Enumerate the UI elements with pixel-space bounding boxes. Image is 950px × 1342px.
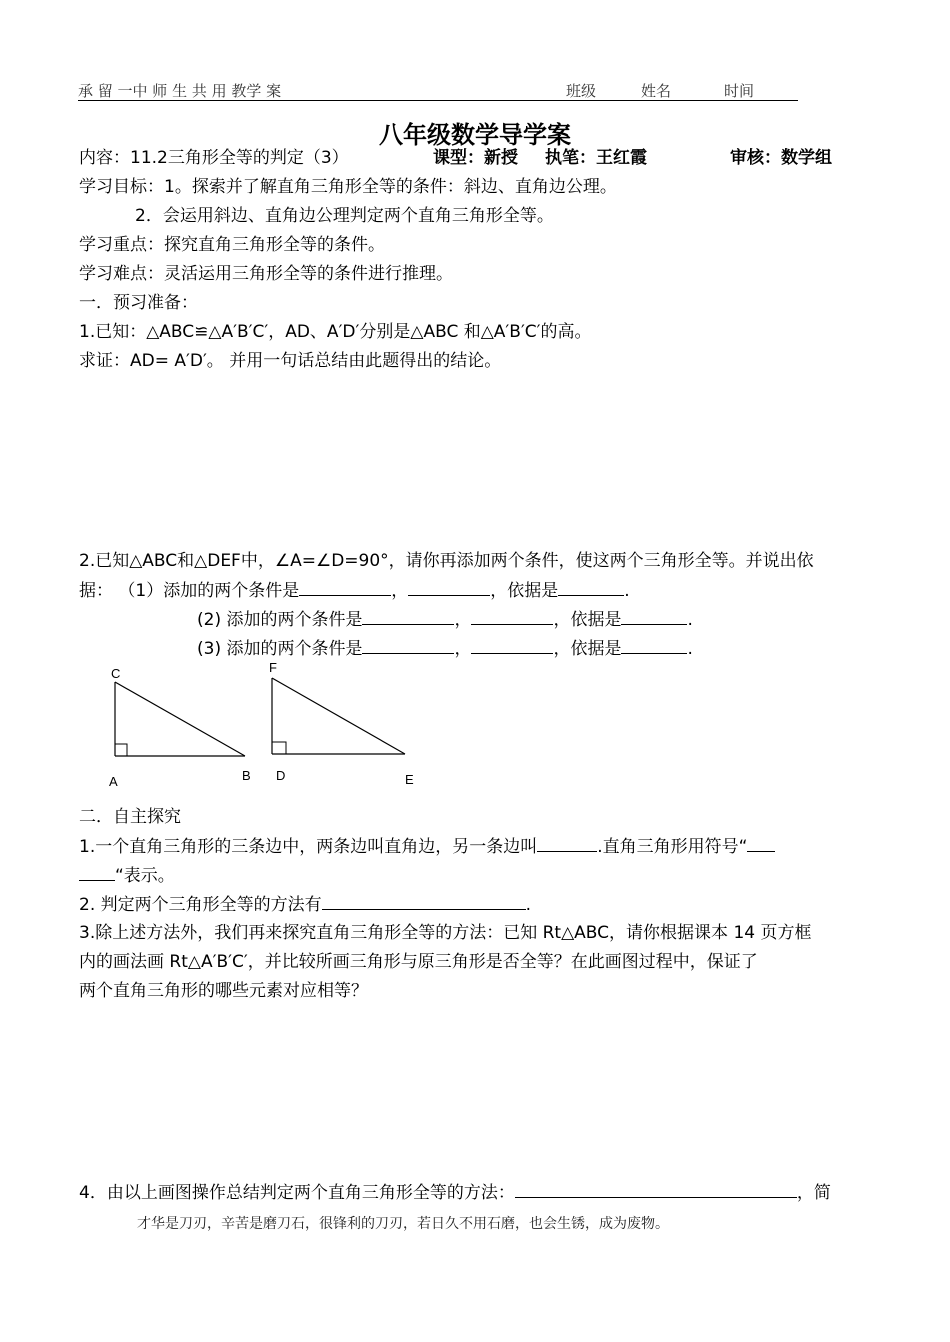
basis-label: ，依据是 (490, 581, 559, 601)
page-title: 八年级数学导学案 (379, 121, 571, 149)
symbol-blank-part-1[interactable] (747, 835, 775, 852)
question-1-line-2: 求证：AD= A′D′。 并用一句话总结由此题得出的结论。 (79, 351, 502, 371)
option-2-blank-2[interactable] (471, 608, 553, 625)
option-1-blank-1[interactable] (299, 579, 391, 596)
option-1-label: 据： （1）添加的两个条件是 (79, 581, 300, 601)
comma: ， (391, 581, 409, 601)
option-3-label: (3) 添加的两个条件是 (197, 639, 363, 659)
section-2-heading: 二．自主探究 (79, 807, 181, 827)
summary-blank[interactable] (515, 1181, 797, 1198)
question-1-line-1: 1.已知：△ABC≌△A′B′C′，AD、A′D′分别是△ABC 和△A′B′C′的高。 (79, 322, 592, 342)
header-school: 承 留 一中 师 生 共 用 教学 案 (78, 82, 282, 100)
option-2-basis-blank[interactable] (621, 608, 687, 625)
triangle-def (269, 660, 414, 787)
vertex-e-label: E (405, 772, 414, 787)
period: . (624, 581, 630, 601)
explore-q4-text: 4．由以上画图操作总结判定两个直角三角形全等的方法： (79, 1183, 515, 1203)
question-2-option-2 (197, 608, 693, 631)
goal-2: 2．会运用斜边、直角边公理判定两个直角三角形全等。 (135, 206, 554, 226)
option-3-blank-1[interactable] (362, 637, 454, 654)
header-class-label: 班级 (566, 82, 597, 100)
basis-label: ，依据是 (553, 610, 622, 630)
explore-question-1-cont (79, 864, 175, 887)
meta-type: 课型：新授 (433, 148, 518, 168)
option-3-basis-blank[interactable] (621, 637, 687, 654)
option-1-basis-blank[interactable] (558, 579, 624, 596)
study-difficulty: 学习难点：灵活运用三角形全等的条件进行推理。 (79, 264, 453, 284)
question-2-option-3 (197, 637, 693, 660)
goal-1: 学习目标：1。探索并了解直角三角形全等的条件：斜边、直角边公理。 (79, 177, 617, 197)
meta-writer: 执笔：王红霞 (545, 148, 647, 168)
header-divider (78, 100, 798, 101)
hypotenuse-blank[interactable] (537, 835, 597, 852)
header-name-label: 姓名 (641, 82, 672, 100)
option-2-label: (2) 添加的两个条件是 (197, 610, 363, 630)
explore-q4-end: ，简 (796, 1183, 831, 1203)
study-focus: 学习重点：探究直角三角形全等的条件。 (79, 235, 385, 255)
symbol-blank-part-2[interactable] (79, 864, 115, 881)
meta-content: 内容：11.2三角形全等的判定（3） (79, 148, 349, 168)
period: . (525, 895, 532, 915)
explore-question-1 (79, 835, 775, 858)
explore-question-2 (79, 893, 531, 916)
vertex-d-label: D (276, 768, 286, 783)
explore-q1-symbol-text: .直角三角形用符号“ (597, 837, 748, 857)
vertex-b-label: B (242, 768, 251, 783)
vertex-a-label: A (109, 774, 118, 789)
question-2-line-1: 2.已知△ABC和△DEF中，∠A=∠D=90°，请你再添加两个条件，使这两个三角形全等。并说出依 (79, 551, 814, 571)
vertex-f-label: F (269, 660, 277, 675)
option-3-blank-2[interactable] (471, 637, 553, 654)
footer-quote: 才华是刀刃，辛苦是磨刀石，很锋利的刀刃，若日久不用石磨，也会生锈，成为废物。 (137, 1216, 669, 1232)
explore-question-3-line-2: 内的画法画 Rt△A′B′C′，并比较所画三角形与原三角形是否全等？在此画图过程中，保证了 (79, 952, 758, 972)
header-time-label: 时间 (724, 82, 755, 100)
triangle-figures (100, 660, 430, 795)
explore-question-3-line-3: 两个直角三角形的哪些元素对应相等？ (79, 981, 368, 1001)
triangle-abc (109, 666, 251, 789)
section-1-heading: 一．预习准备： (79, 293, 198, 313)
basis-label: ，依据是 (553, 639, 622, 659)
comma: ， (454, 639, 472, 659)
explore-question-3-line-1: 3.除上述方法外，我们再来探究直角三角形全等的方法：已知 Rt△ABC，请你根据课本 14 页方框 (79, 923, 812, 943)
period: . (687, 610, 693, 630)
comma: ， (454, 610, 472, 630)
explore-question-4 (79, 1181, 831, 1204)
question-2-option-1 (79, 579, 630, 602)
period: . (687, 639, 693, 659)
methods-blank[interactable] (322, 893, 526, 910)
meta-reviewer: 审核：数学组 (730, 148, 832, 168)
option-2-blank-1[interactable] (362, 608, 454, 625)
explore-q1-end: “表示。 (115, 866, 175, 886)
vertex-c-label: C (111, 666, 121, 681)
option-1-blank-2[interactable] (408, 579, 490, 596)
explore-q1-text: 1.一个直角三角形的三条边中，两条边叫直角边，另一条边叫 (79, 837, 538, 857)
explore-q2-text: 2. 判定两个三角形全等的方法有 (79, 895, 322, 915)
